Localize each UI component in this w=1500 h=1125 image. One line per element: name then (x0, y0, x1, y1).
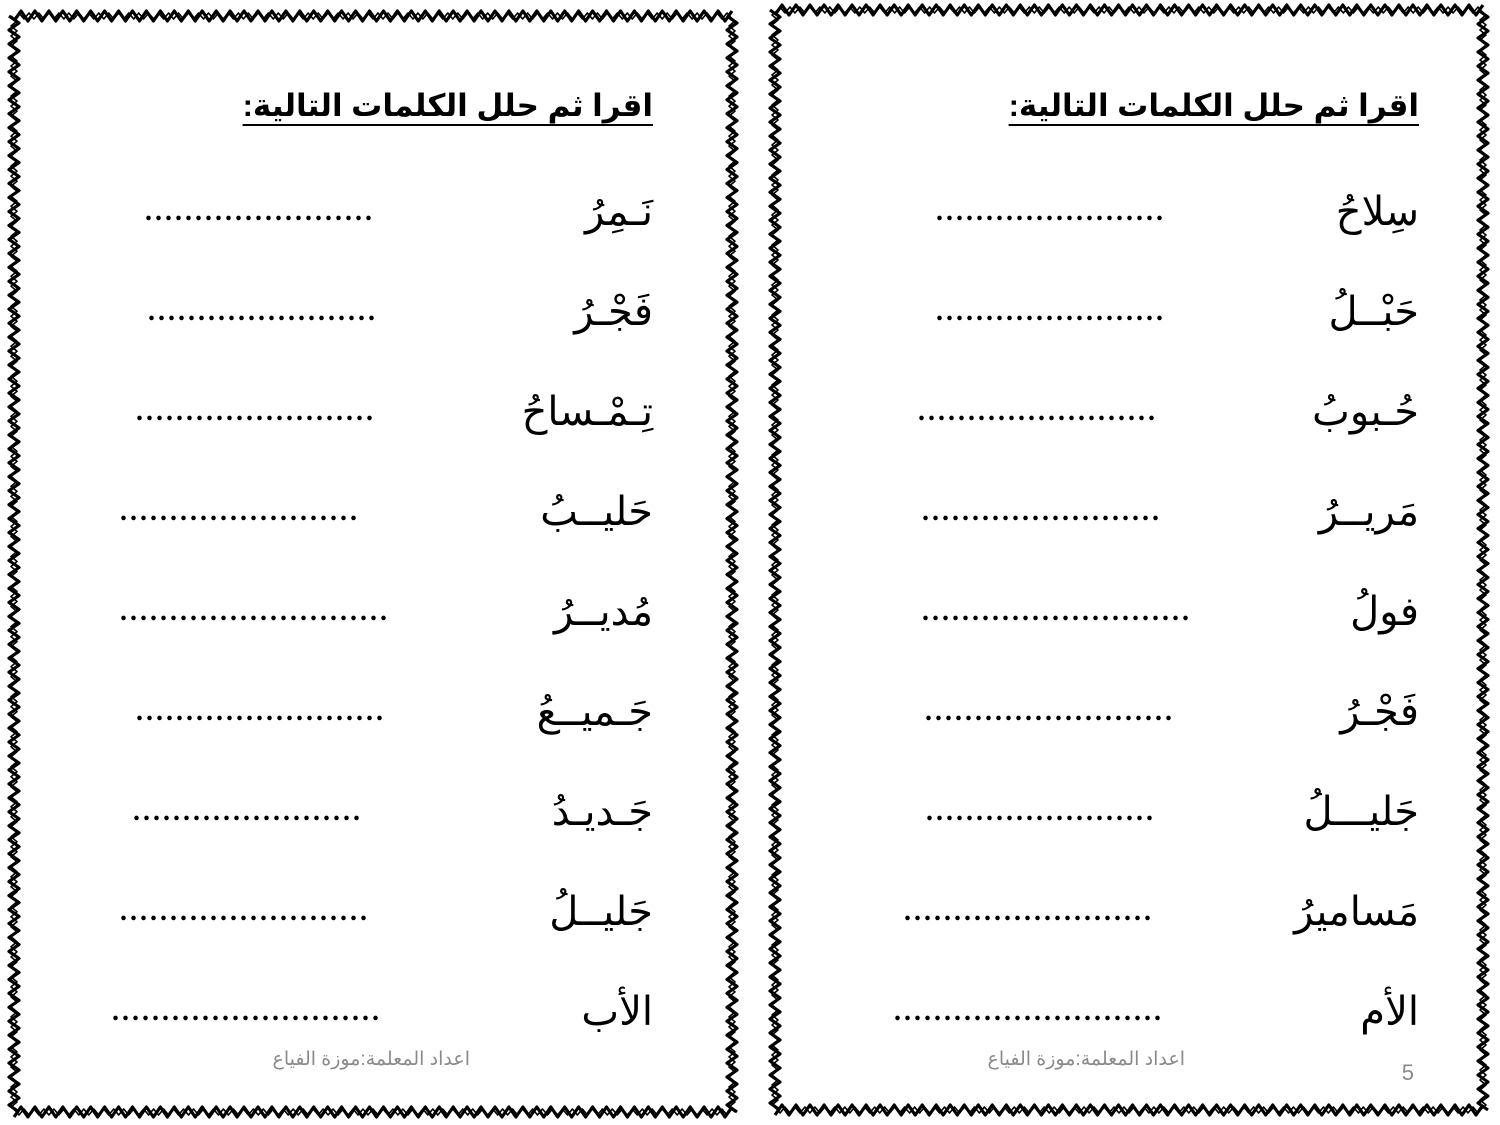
word-row (0, 582, 750, 642)
word-row (0, 282, 750, 342)
answer-line: ......................... (120, 896, 370, 927)
answer-line: ........................ (136, 396, 376, 427)
word-row (760, 982, 1500, 1042)
answer-line: ....................... (936, 296, 1166, 327)
word: الأب (581, 989, 653, 1035)
answer-line: ......................... (904, 896, 1154, 927)
word: فَجْـرُ (574, 289, 653, 335)
word-row (760, 782, 1500, 842)
word-row (0, 882, 750, 942)
word: جَـديـدُ (551, 789, 653, 835)
answer-line: ........................... (922, 596, 1192, 627)
word: مُديــرُ (553, 589, 653, 635)
worksheet-heading: اقرا ثم حلل الكلمات التالية: (242, 88, 653, 123)
word-row (0, 182, 750, 242)
answer-line: ........................ (918, 396, 1158, 427)
worksheet-right (760, 0, 1500, 1125)
word: حَليــبُ (540, 489, 653, 535)
word: فَجْـرُ (1340, 689, 1419, 735)
word-row (760, 182, 1500, 242)
word-row (760, 882, 1500, 942)
answer-line: ....................... (148, 296, 378, 327)
answer-line: ........................... (112, 996, 382, 1027)
word: مَساميرُ (1294, 889, 1419, 935)
teacher-credit: اعداد المعلمة:موزة الفياع (987, 1049, 1185, 1070)
word-row (760, 282, 1500, 342)
worksheet-heading: اقرا ثم حلل الكلمات التالية: (1008, 88, 1419, 123)
word: نَـمِرُ (584, 189, 653, 235)
answer-line: ........................ (922, 496, 1162, 527)
word: جَـميــعُ (536, 689, 653, 735)
answer-line: ....................... (926, 796, 1156, 827)
word: فولُ (1350, 589, 1419, 635)
answer-line: ....................... (936, 196, 1166, 227)
answer-line: ......................... (136, 696, 386, 727)
word-row (0, 482, 750, 542)
teacher-credit: اعداد المعلمة:موزة الفياع (272, 1049, 470, 1070)
word-row (760, 482, 1500, 542)
answer-line: ....................... (145, 196, 375, 227)
word: حُـبوبُ (1312, 389, 1419, 435)
word: الأم (1360, 989, 1419, 1035)
answer-line: ........................ (120, 496, 360, 527)
word-row (0, 782, 750, 842)
word: مَريــرُ (1318, 489, 1419, 535)
word-row (760, 682, 1500, 742)
answer-line: ......................... (925, 696, 1175, 727)
answer-line: ........................... (120, 596, 390, 627)
word: تِـمْـساحُ (521, 389, 653, 435)
word: حَبْــلُ (1328, 289, 1419, 335)
word-row (760, 382, 1500, 442)
page-number: 5 (1401, 1060, 1414, 1085)
word: جَليـــلُ (1303, 789, 1419, 835)
word: سِلاحُ (1335, 189, 1419, 235)
word-row (0, 382, 750, 442)
word-row (0, 982, 750, 1042)
answer-line: ....................... (133, 796, 363, 827)
word-row (0, 682, 750, 742)
word: جَليــلُ (549, 889, 653, 935)
answer-line: ........................... (894, 996, 1164, 1027)
word-row (760, 582, 1500, 642)
